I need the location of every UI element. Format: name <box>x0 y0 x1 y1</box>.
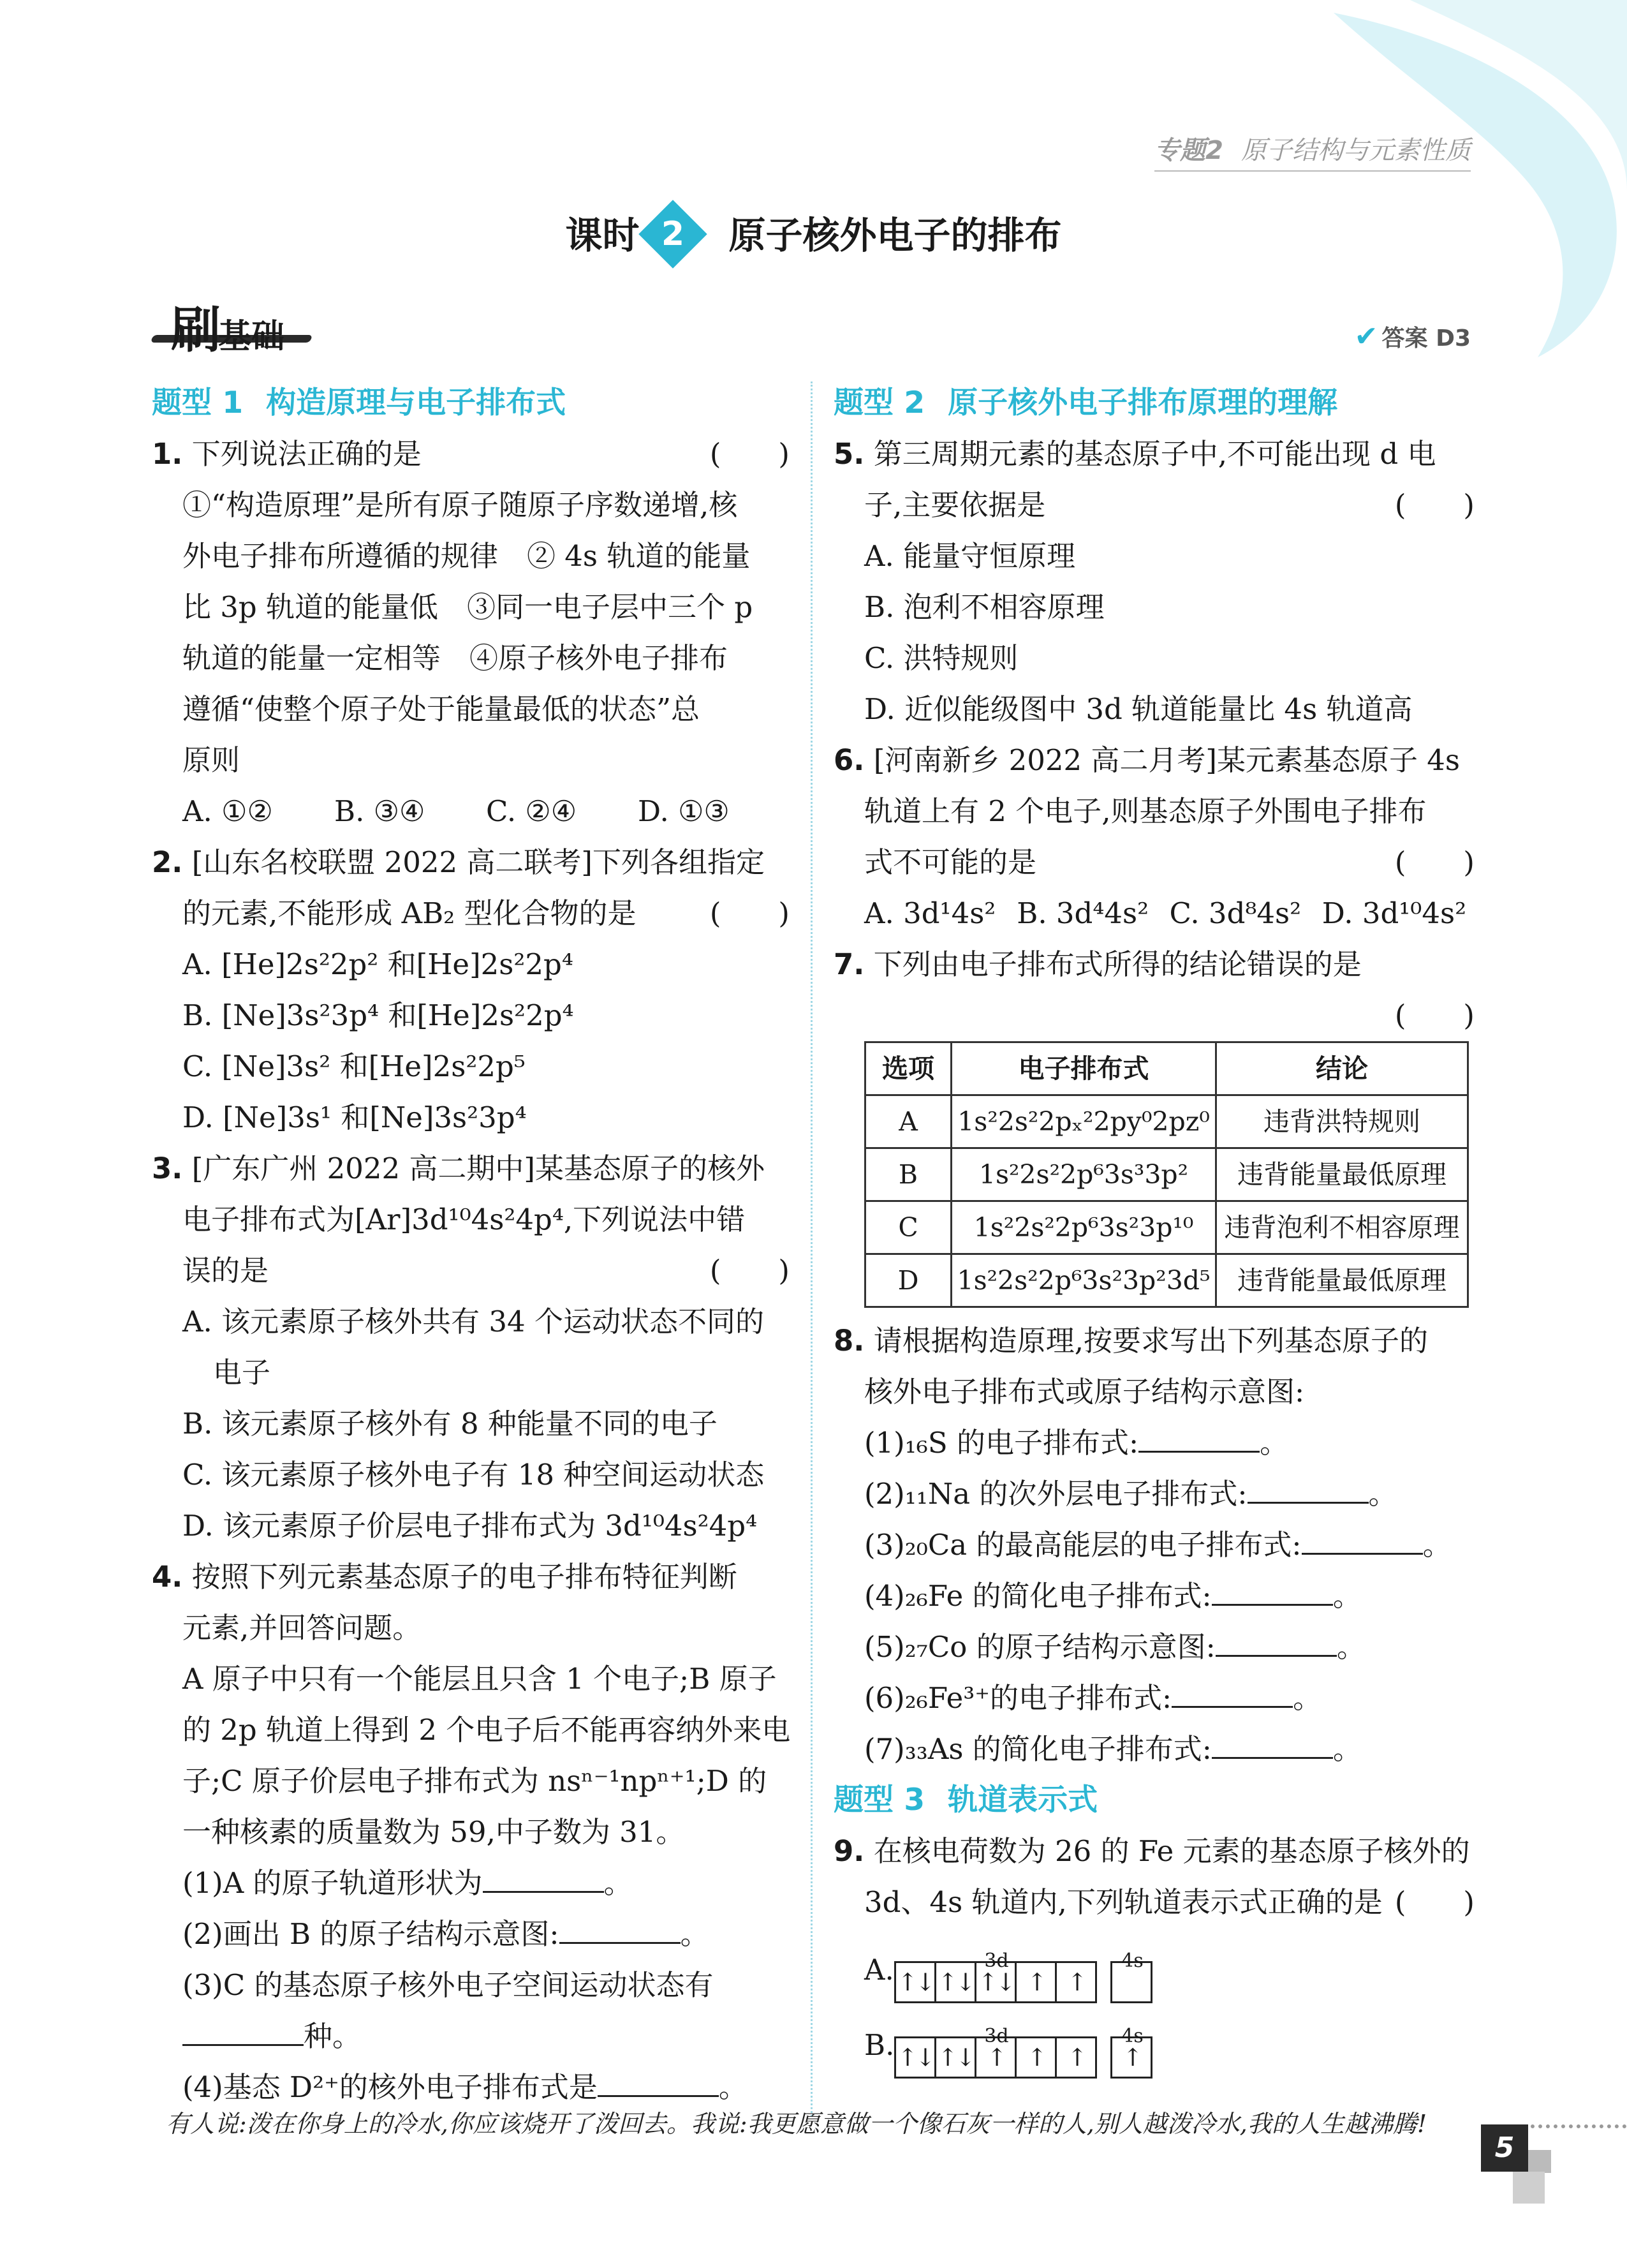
q6-option-c[interactable]: C. 3d⁸4s² <box>1169 896 1302 930</box>
section-heading-1: 题型 1 构造原理与电子排布式 <box>152 385 566 420</box>
q1-line: 外电子排布所遵循的规律 ② 4s 轨道的能量 <box>182 539 751 573</box>
lesson-title-text: 原子核外电子的排布 <box>728 214 1062 257</box>
q4-sub-1: (1)A 的原子轨道形状为 。 <box>152 1858 790 1909</box>
q1-option-a[interactable]: A. ①② <box>182 794 273 828</box>
table-cell: 违背能量最低原理 <box>1216 1254 1468 1307</box>
q2-option-b[interactable]: B. [Ne]3s²3p⁴ 和[He]2s²2p⁴ <box>182 998 574 1032</box>
answer-blank[interactable] <box>559 1911 681 1944</box>
q5-option-d[interactable]: D. 近似能级图中 3d 轨道能量比 4s 轨道高 <box>864 692 1413 726</box>
orbital-group-3d <box>896 2025 1097 2079</box>
q4-sub-2: (2)画出 B 的原子结构示意图: 。 <box>152 1909 790 1960</box>
q1-option-c[interactable]: C. ②④ <box>486 794 577 828</box>
q6-stem-cont: 轨道上有 2 个电子,则基态原子外围电子排布 <box>864 794 1427 828</box>
q2-option-a[interactable]: A. [He]2s²2p² 和[He]2s²2p⁴ <box>182 947 573 981</box>
orbital-group-4s <box>1112 1950 1152 2003</box>
orbital-box: ↑ <box>975 2036 1017 2079</box>
table-cell: 违背洪特规则 <box>1216 1095 1468 1148</box>
q9-stem-cont: 3d、4s 轨道内,下列轨道表示式正确的是 ( ) <box>864 1885 1475 1919</box>
answer-blank[interactable] <box>483 1860 604 1893</box>
table-cell: 1s²2s²2pₓ²2py⁰2pz⁰ <box>952 1095 1216 1148</box>
answer-blank[interactable] <box>1248 1471 1369 1504</box>
option-label: A. <box>864 1953 894 1987</box>
orbital-label: 3d <box>984 1950 1009 1972</box>
topic-label: 专题2 <box>1154 136 1223 165</box>
q6-options <box>834 888 1475 939</box>
orbital-box: ↑↓ <box>894 2036 936 2079</box>
q3-option-c[interactable]: C. 该元素原子核外电子有 18 种空间运动状态 <box>182 1458 765 1492</box>
answer-blank[interactable] <box>182 2013 304 2046</box>
q6-stem-cont: 式不可能的是 ( ) <box>864 845 1475 879</box>
q9-stem: 9. 在核电荷数为 26 的 Fe 元素的基态原子核外的 <box>834 1834 1470 1868</box>
brush-big-char: 刷 <box>171 302 221 359</box>
page-corner-square <box>1528 2150 1551 2173</box>
orbital-box: ↑ <box>1015 2036 1057 2079</box>
q6-option-b[interactable]: B. 3d⁴4s² <box>1017 896 1149 930</box>
left-column <box>152 378 790 2113</box>
q2-option-d[interactable]: D. [Ne]3s¹ 和[Ne]3s²3p⁴ <box>182 1101 527 1134</box>
q4-line: 子;C 原子价层电子排布式为 nsⁿ⁻¹npⁿ⁺¹;D 的 <box>182 1764 767 1798</box>
q1-options <box>152 786 790 837</box>
answer-blank[interactable] <box>1302 1522 1423 1555</box>
table-cell: D <box>865 1254 952 1307</box>
lesson-title <box>0 205 1627 262</box>
table-row <box>865 1201 1468 1254</box>
q3-stem-cont: 误的是 ( ) <box>182 1254 790 1287</box>
q6-option-a[interactable]: A. 3d¹4s² <box>864 896 996 930</box>
table-row <box>865 1254 1468 1307</box>
orbital-group-4s <box>1112 2025 1152 2079</box>
brush-small-text: 基础 <box>218 318 285 356</box>
q8-item-5: (5)₂₇Co 的原子结构示意图: 。 <box>834 1622 1475 1673</box>
q7-table <box>864 1041 1469 1308</box>
topic-title: 原子结构与元素性质 <box>1241 136 1471 165</box>
running-head <box>1154 130 1471 172</box>
orbital-label: 3d <box>984 2025 1009 2047</box>
section-heading-2: 题型 2 原子核外电子排布原理的理解 <box>834 385 1338 420</box>
q7-stem: 7. 下列由电子排布式所得的结论错误的是 <box>834 947 1362 981</box>
q5-option-b[interactable]: B. 泡利不相容原理 <box>864 590 1105 624</box>
orbital-box: ↑ <box>1055 1961 1097 2003</box>
table-header: 结论 <box>1216 1042 1468 1095</box>
answer-blank[interactable] <box>1138 1420 1260 1453</box>
q5-option-c[interactable]: C. 洪特规则 <box>864 641 1019 675</box>
answer-blank[interactable] <box>598 2064 719 2097</box>
page-number: 5 <box>1481 2124 1528 2172</box>
table-header-row <box>865 1042 1468 1095</box>
answer-blank[interactable] <box>1172 1675 1293 1708</box>
orbital-box: ↑ <box>1055 2036 1097 2079</box>
q3-option-b[interactable]: B. 该元素原子核外有 8 种能量不同的电子 <box>182 1407 718 1441</box>
footer-quote: 有人说:泼在你身上的冷水,你应该烧开了泼回去。我说:我更愿意做一个像石灰一样的人,别人越泼冷水,我的人生越沸腾! <box>166 2110 1427 2138</box>
q6-stem: 6. [河南新乡 2022 高二月考]某元素基态原子 4s <box>834 743 1460 777</box>
section-heading-3: 题型 3 轨道表示式 <box>834 1783 1098 1818</box>
q8-item-3: (3)₂₀Ca 的最高能层的电子排布式: 。 <box>834 1520 1475 1571</box>
orbital-group-3d <box>896 1950 1097 2003</box>
section-brush-heading <box>152 290 330 360</box>
q3-option-a-cont: 电子 <box>213 1356 271 1390</box>
lesson-prefix: 课时 <box>565 214 640 257</box>
right-column: 题型 2 原子核外电子排布原理的理解 5. 第三周期元素的基态原子中,不可能出现 d 电 子,主要依据是 ( ) A. 能量守恒原理 B. 泡利不相容原理 C. 洪特规则 D. 近似能级图中 3d 轨道能量比 4s 轨道高 6. [河南新乡 2022 高二月考]某元素基态原子 4s 轨道上有 2 个电子,则基态原子外围电子排布 式不可能的是 ( ) A. 3d¹4s² B. 3d⁴4s² C. 3d⁸4s² D. 3d¹⁰4s² 7. 下列由电子排布式所得的结论错误的是 ( ) 选项 电子排布式 结论 A 1s²2s²2pₓ²2py⁰2pz⁰ 违背洪特规则 B 1s²2s²2p⁶3s³3p² 违背能量最低原理 C 1s²2s²2p⁶3s²3p¹⁰ 违背泡利不相容原理 D 1s²2s²2p⁶3s²3p²3d⁵ 违背能量最低原理 8. 请根据构造原理,按要求写出下列基态原子的 核外电子排布式或原子结构示意图: (1)₁₆S 的电子排布式: 。 (2)₁₁Na 的次外层电子排布式: 。 (3)₂₀Ca 的最高能层的电子排布式: 。 (4)₂₆Fe 的简化电子排布式: 。 (5)₂₇Co 的原子结构示意图: 。 (6)₂₆Fe³⁺的电子排布式: 。 (7)₃₃As 的简化电子排布式: 。 题型 3 轨道表示式 9. 在核电荷数为 26 的 Fe 元素的基态原子核外的 3d、4s 轨道内,下列轨道表示式正确的是 ( ) A. 3d ↑↓ ↑↓ ↑↓ ↑ ↑ 4s B. 3d ↑↓ ↑↓ ↑ ↑ ↑ 4s ↑ <box>834 378 1475 2079</box>
q4-sub-4: (4)基态 D²⁺的核外电子排布式是 。 <box>152 2062 790 2113</box>
q3-stem: 3. [广东广州 2022 高二期中]某基态原子的核外 <box>152 1152 765 1185</box>
q5-option-a[interactable]: A. 能量守恒原理 <box>864 539 1076 573</box>
q1-line: 比 3p 轨道的能量低 ③同一电子层中三个 p <box>182 590 753 624</box>
q3-option-d[interactable]: D. 该元素原子价层电子排布式为 3d¹⁰4s²4p⁴ <box>182 1509 758 1543</box>
table-cell: 1s²2s²2p⁶3s³3p² <box>952 1148 1216 1201</box>
orbital-label: 4s <box>1121 2025 1144 2047</box>
table-cell: 1s²2s²2p⁶3s²3p²3d⁵ <box>952 1254 1216 1307</box>
q5-stem: 5. 第三周期元素的基态原子中,不可能出现 d 电 <box>834 437 1436 471</box>
column-divider <box>811 382 813 2117</box>
lesson-number-badge: 2 <box>638 200 707 268</box>
q8-item-6: (6)₂₆Fe³⁺的电子排布式: 。 <box>834 1673 1475 1724</box>
q4-stem: 4. 按照下列元素基态原子的电子排布特征判断 <box>152 1560 737 1594</box>
q4-line: 元素,并回答问题。 <box>182 1611 422 1645</box>
q1-line: 遵循“使整个原子处于能量最低的状态”总 <box>182 692 700 726</box>
table-row <box>865 1095 1468 1148</box>
q2-option-c[interactable]: C. [Ne]3s² 和[He]2s²2p⁵ <box>182 1049 526 1083</box>
table-row <box>865 1148 1468 1201</box>
q1-line: 轨道的能量一定相等 ④原子核外电子排布 <box>182 641 728 675</box>
orbital-box: ↑↓ <box>894 1961 936 2003</box>
table-cell: 违背泡利不相容原理 <box>1216 1201 1468 1254</box>
q1-stem: 1. 下列说法正确的是 ( ) <box>152 437 790 471</box>
q8-item-1: (1)₁₆S 的电子排布式: 。 <box>834 1418 1475 1469</box>
q6-option-d[interactable]: D. 3d¹⁰4s² <box>1321 896 1467 930</box>
answer-blank[interactable] <box>1212 1726 1333 1759</box>
q1-option-d[interactable]: D. ①③ <box>638 794 730 828</box>
table-cell: B <box>865 1148 952 1201</box>
table-header: 选项 <box>865 1042 952 1095</box>
answer-blank[interactable] <box>1216 1624 1337 1657</box>
q2-stem: 2. [山东名校联盟 2022 高二联考]下列各组指定 <box>152 845 765 879</box>
q9-option-b[interactable] <box>864 2003 1475 2079</box>
q3-option-a[interactable]: A. 该元素原子核外共有 34 个运动状态不同的 <box>182 1305 764 1338</box>
table-header: 电子排布式 <box>952 1042 1216 1095</box>
answer-blank[interactable] <box>1212 1573 1333 1606</box>
check-icon: ✔ <box>1354 320 1378 353</box>
q1-option-b[interactable]: B. ③④ <box>334 794 425 828</box>
answer-tag-text: 答案 D3 <box>1381 325 1471 352</box>
q1-line: ①“构造原理”是所有原子随原子序数递增,核 <box>182 488 738 522</box>
q8-stem: 8. 请根据构造原理,按要求写出下列基态原子的 <box>834 1324 1429 1358</box>
orbital-box: ↑ <box>1015 1961 1057 2003</box>
footer-dots <box>1531 2124 1626 2128</box>
table-cell: 违背能量最低原理 <box>1216 1148 1468 1201</box>
table-cell: 1s²2s²2p⁶3s²3p¹⁰ <box>952 1201 1216 1254</box>
orbital-box: ↑ <box>1110 2036 1152 2079</box>
q1-line: 原则 <box>182 743 240 777</box>
option-label: B. <box>864 2028 895 2062</box>
q3-stem-cont: 电子排布式为[Ar]3d¹⁰4s²4p⁴,下列说法中错 <box>182 1203 746 1236</box>
table-cell: A <box>865 1095 952 1148</box>
q8-stem-cont: 核外电子排布式或原子结构示意图: <box>864 1375 1305 1409</box>
answer-tag <box>1355 320 1471 353</box>
table-cell: C <box>865 1201 952 1254</box>
q4-line: 的 2p 轨道上得到 2 个电子后不能再容纳外来电 <box>182 1713 791 1747</box>
q4-sub-3-cont: 种。 <box>152 2011 790 2062</box>
q4-line: 一种核素的质量数为 59,中子数为 31。 <box>182 1815 685 1849</box>
q2-stem-cont: 的元素,不能形成 AB₂ 型化合物的是 ( ) <box>182 896 790 930</box>
orbital-box: ↑↓ <box>934 1961 976 2003</box>
q4-line: A 原子中只有一个能层且只含 1 个电子;B 原子 <box>182 1662 777 1696</box>
q5-stem-cont: 子,主要依据是 ( ) <box>864 488 1475 522</box>
q4-sub-3: (3)C 的基态原子核外电子空间运动状态有 <box>182 1968 714 2002</box>
orbital-box: ↑↓ <box>934 2036 976 2079</box>
q8-item-7: (7)₃₃As 的简化电子排布式: 。 <box>834 1724 1475 1775</box>
orbital-box: ↑↓ <box>975 1961 1017 2003</box>
page-corner-square <box>1513 2172 1545 2204</box>
q9-option-a[interactable] <box>864 1928 1475 2003</box>
orbital-label: 4s <box>1121 1950 1144 1972</box>
q8-item-2: (2)₁₁Na 的次外层电子排布式: 。 <box>834 1469 1475 1520</box>
q8-item-4: (4)₂₆Fe 的简化电子排布式: 。 <box>834 1571 1475 1622</box>
